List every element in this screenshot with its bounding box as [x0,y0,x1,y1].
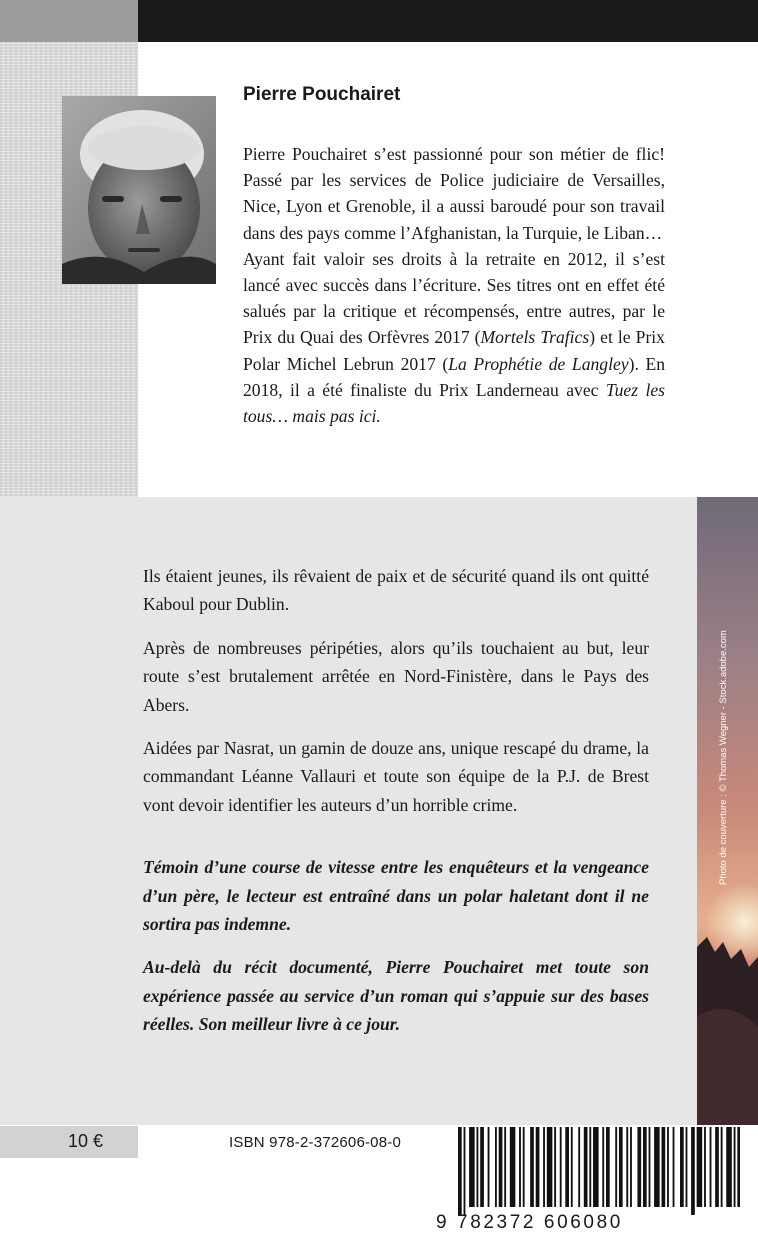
top-gray-bar [0,0,138,42]
bio-text: Ayant fait valoir ses droits à la retraite en 2012, il s’est lancé avec succès dans l’écriture. Ses titres ont en effet été salués par la critique et récompensés, entre autres, par le Prix du Quai des Orfèvres 2017 ( [243,248,665,348]
barcode-bar [458,1127,462,1215]
barcode-bar [691,1127,695,1215]
barcode-bar [543,1127,545,1207]
book-title: La Prophétie de Langley [448,353,629,374]
barcode-bar [704,1127,706,1207]
summary-paragraph-3: Aidées par Nasrat, un gamin de douze ans, unique rescapé du drame, la commandant Léanne Vallauri et toute son équipe de la P.J. de Brest vont devoir identifier les auteurs d’un horrible crime. [143,738,649,815]
isbn-label: ISBN 978-2-372606-08-0 [229,1134,402,1151]
barcode-bar [662,1127,666,1207]
barcode-bar [673,1127,675,1207]
barcode-digits: 9 782372 606080 [436,1212,623,1233]
summary-paragraph-1: Ils étaient jeunes, ils rêvaient de paix et de sécurité quand ils ont quitté Kaboul pour Dublin. [143,566,649,615]
barcode-bar [593,1127,599,1207]
author-photo [62,96,216,284]
barcode-bar [499,1127,503,1207]
barcode-bar [643,1127,647,1207]
book-summary [143,562,649,1054]
author-name: Pierre Pouchairet [243,84,401,105]
barcode-bar [488,1127,490,1207]
bio-paragraph-1: Pierre Pouchairet s’est passionné pour son métier de flic! Passé par les services de Police judiciaire de Versailles, Nice, Lyon et Grenoble, il a aussi baroudé pour son travail dans des pays comme l’Afghanistan, la Turquie, le Liban… [243,144,665,243]
barcode-bar [589,1127,591,1207]
summary-tagline-2: Au-delà du récit documenté, Pierre Pouchairet met toute son expérience passée au service d’un roman qui s’appuie sur des bases réelles. Son meilleur livre à ce jour. [143,957,649,1035]
barcode-bar [554,1127,556,1207]
barcode-bar [602,1127,604,1207]
bio-text: ). En 2018, il a été finaliste du Prix Landerneau avec [243,353,666,400]
barcode-bar [578,1127,580,1207]
book-title: Mortels Trafics [480,327,590,348]
barcode-bar [606,1127,610,1207]
barcode-bar [536,1127,540,1207]
price: 10 € [68,1131,104,1151]
barcode-bar [626,1127,628,1207]
barcode-bar [686,1127,688,1207]
barcode-bar [710,1127,712,1207]
barcode-bar [560,1127,562,1207]
photo-credit: Photo de couverture : © Thomas Wegner - Stock.adobe.com [718,630,729,885]
barcode-bar [619,1127,623,1207]
bio-text: ) et le Prix Polar Michel Lebrun 2017 ( [243,327,665,374]
barcode-bar [721,1127,723,1207]
barcode-bar [697,1127,703,1207]
barcode-icon [458,1127,740,1215]
summary-tagline-1: Témoin d’une course de vitesse entre les enquêteurs et la vengeance d’un père, le lecteur est entraîné dans un polar haletant dont il ne sortira pas indemne. [143,857,649,935]
top-black-bar [138,0,758,42]
barcode-bar [464,1127,466,1215]
portrait-image [62,96,216,284]
author-bio [243,141,665,429]
barcode-bar [469,1127,475,1207]
barcode-bar [530,1127,534,1207]
barcode-bar [477,1127,479,1207]
barcode-bar [571,1127,573,1207]
barcode-bar [480,1127,484,1207]
barcode-bar [726,1127,732,1207]
barcode-bar [734,1127,736,1207]
barcode-bar [654,1127,660,1207]
barcode-bar [649,1127,651,1207]
book-title: Tuez les tous… mais pas ici. [243,379,665,427]
barcode-bar [615,1127,617,1207]
barcode-bar [519,1127,521,1207]
barcode-bar [715,1127,719,1207]
barcode-bar [630,1127,632,1207]
barcode-bar [495,1127,497,1207]
barcode-bar [737,1127,740,1207]
barcode-bar [565,1127,569,1207]
barcode-bar [547,1127,553,1207]
barcode-bar [523,1127,525,1207]
summary-paragraph-2: Après de nombreuses péripéties, alors qu’ils touchaient au but, leur route s’est brutalement arrêtée en Nord-Finistère, dans le Pays des Abers. [143,637,649,715]
barcode-bar [584,1127,588,1207]
barcode-bar [680,1127,684,1207]
barcode-bar [637,1127,641,1207]
barcode-bar [510,1127,516,1207]
barcode-bar [667,1127,669,1207]
bio-paragraph-2 [243,246,665,429]
barcode-bar [504,1127,506,1207]
